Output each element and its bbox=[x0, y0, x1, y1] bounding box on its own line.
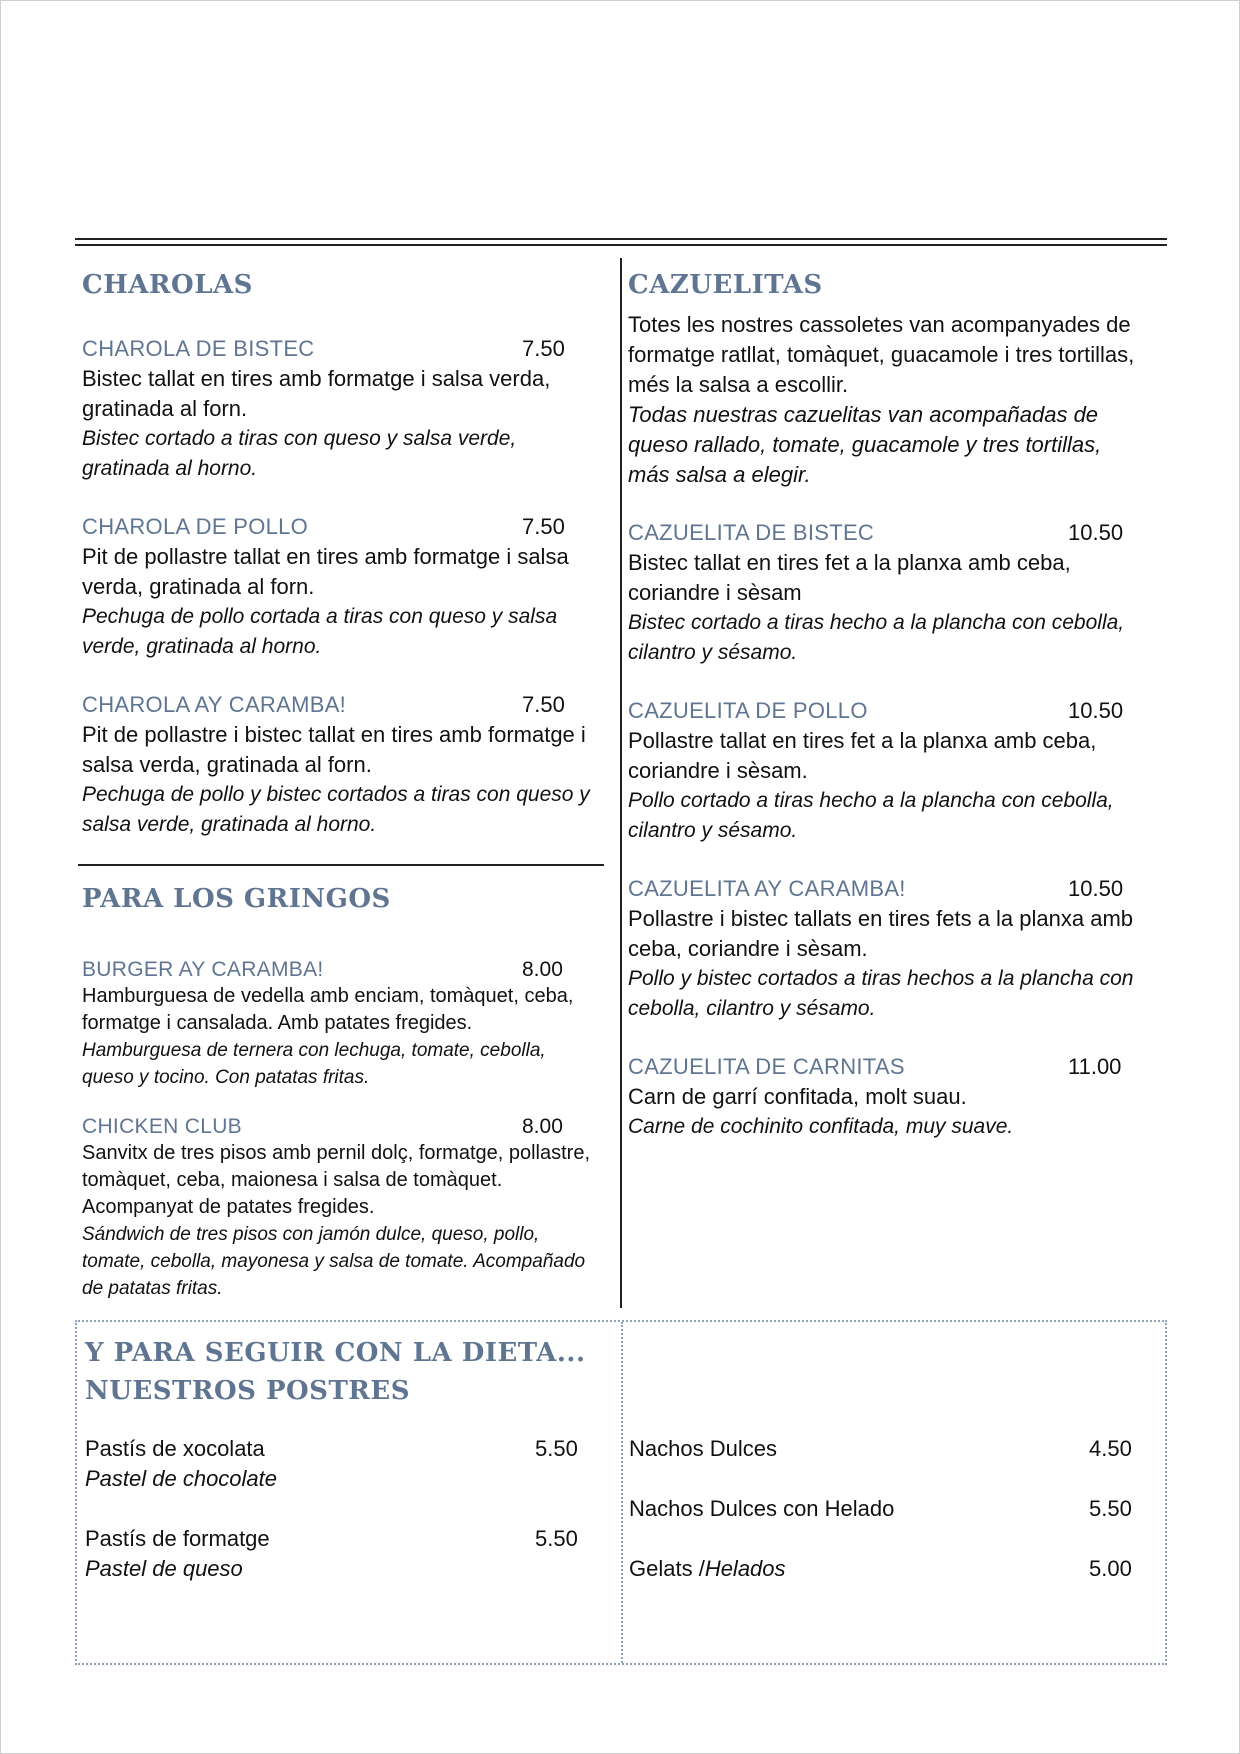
menu-item bbox=[82, 334, 602, 484]
item-description-es: Carne de cochinito confitada, muy suave. bbox=[628, 1115, 1014, 1138]
item-price: 10.50 bbox=[1068, 876, 1124, 901]
item-description-es: Bistec cortado a tiras con queso y salsa verde, gratinada al horno. bbox=[82, 427, 517, 480]
item-name: CAZUELITA DE BISTEC bbox=[628, 520, 875, 545]
item-description-ca: Pit de pollastre tallat en tires amb formatge i salsa verda, gratinada al forn. bbox=[82, 544, 569, 599]
item-description-ca: Bistec tallat en tires amb formatge i salsa verda, gratinada al forn. bbox=[82, 366, 551, 421]
section-title-charolas: CHAROLAS bbox=[82, 270, 253, 300]
dessert-name: Pastís de xocolata bbox=[85, 1436, 265, 1461]
item-description-ca: Hamburguesa de vedella amb enciam, tomàquet, ceba, formatge i cansalada. Amb patates fregides. bbox=[82, 985, 574, 1034]
desserts-title-line1: Y PARA SEGUIR CON LA DIETA... bbox=[85, 1338, 586, 1368]
item-description-es: Pollo cortado a tiras hecho a la plancha con cebolla, cilantro y sésamo. bbox=[628, 789, 1114, 842]
item-price: 8.00 bbox=[522, 1115, 563, 1138]
menu-item bbox=[628, 518, 1148, 668]
item-name: CAZUELITA DE POLLO bbox=[628, 698, 868, 723]
dessert-name-ca: Gelats / bbox=[629, 1556, 705, 1581]
dessert-item bbox=[85, 1524, 595, 1584]
section-divider bbox=[78, 864, 604, 866]
dessert-item bbox=[629, 1554, 1149, 1584]
item-name: BURGER AY CARAMBA! bbox=[82, 958, 324, 981]
item-price: 10.50 bbox=[1068, 698, 1124, 723]
item-description-es: Sándwich de tres pisos con jamón dulce, queso, pollo, tomate, cebolla, mayonesa y salsa de tomate. Acompañado de patatas fritas. bbox=[82, 1224, 586, 1299]
dessert-price: 5.50 bbox=[1089, 1496, 1132, 1521]
desserts-box bbox=[75, 1320, 1167, 1665]
top-rule bbox=[75, 238, 1167, 240]
dessert-price: 5.00 bbox=[1089, 1556, 1132, 1581]
item-name: CHICKEN CLUB bbox=[82, 1115, 242, 1138]
item-price: 10.50 bbox=[1068, 520, 1124, 545]
menu-item bbox=[82, 1113, 602, 1302]
menu-item bbox=[82, 690, 602, 840]
item-description-ca: Pollastre tallat en tires fet a la planxa amb ceba, coriandre i sèsam. bbox=[628, 728, 1097, 783]
item-price: 7.50 bbox=[522, 336, 565, 361]
dessert-name: Pastís de formatge bbox=[85, 1526, 270, 1551]
menu-item bbox=[628, 1052, 1148, 1142]
menu-item bbox=[628, 696, 1148, 846]
item-name: CHAROLA DE BISTEC bbox=[82, 336, 315, 361]
item-description-ca: Sanvitx de tres pisos amb pernil dolç, formatge, pollastre, tomàquet, ceba, maionesa i salsa de tomàquet. Acompanyat de patates fregides. bbox=[82, 1142, 591, 1218]
desserts-title bbox=[85, 1334, 586, 1410]
cazuelitas-section bbox=[628, 270, 1148, 1142]
column-divider bbox=[620, 258, 622, 1308]
item-name: CHAROLA AY CARAMBA! bbox=[82, 692, 347, 717]
item-description-es: Pechuga de pollo cortada a tiras con queso y salsa verde, gratinada al horno. bbox=[82, 605, 558, 658]
dessert-item bbox=[629, 1494, 1149, 1524]
item-price: 7.50 bbox=[522, 514, 565, 539]
dessert-name-es: Pastel de chocolate bbox=[85, 1466, 278, 1491]
gringos-section bbox=[82, 884, 602, 1302]
dessert-name-es: Helados bbox=[704, 1556, 786, 1581]
menu-item bbox=[628, 874, 1148, 1024]
dessert-price: 4.50 bbox=[1089, 1436, 1132, 1461]
dessert-name: Nachos Dulces con Helado bbox=[629, 1496, 895, 1521]
item-description-ca: Pit de pollastre i bistec tallat en tires amb formatge i salsa verda, gratinada al forn. bbox=[82, 722, 586, 777]
desserts-title-line2: NUESTROS POSTRES bbox=[85, 1376, 410, 1406]
item-description-es: Hamburguesa de ternera con lechuga, tomate, cebolla, queso y tocino. Con patatas fritas. bbox=[82, 1040, 546, 1088]
item-description-ca: Bistec tallat en tires fet a la planxa amb ceba, coriandre i sèsam bbox=[628, 550, 1071, 605]
dessert-price: 5.50 bbox=[535, 1436, 578, 1461]
section-title-gringos: PARA LOS GRINGOS bbox=[82, 884, 391, 914]
dessert-name bbox=[629, 1554, 786, 1584]
dessert-price: 5.50 bbox=[535, 1526, 578, 1551]
top-rule-double bbox=[75, 244, 1167, 246]
desserts-divider bbox=[621, 1322, 623, 1663]
menu-item bbox=[82, 956, 602, 1091]
item-description-ca: Carn de garrí confitada, molt suau. bbox=[628, 1084, 967, 1109]
section-title-cazuelitas: CAZUELITAS bbox=[628, 270, 823, 300]
item-price: 11.00 bbox=[1068, 1054, 1122, 1079]
charolas-section bbox=[82, 270, 602, 840]
item-price: 7.50 bbox=[522, 692, 565, 717]
item-price: 8.00 bbox=[522, 958, 563, 981]
dessert-name-es: Pastel de queso bbox=[85, 1556, 243, 1581]
item-description-es: Pollo y bistec cortados a tiras hechos a la plancha con cebolla, cilantro y sésamo. bbox=[628, 967, 1134, 1020]
dessert-name: Nachos Dulces bbox=[629, 1436, 777, 1461]
dessert-item bbox=[85, 1434, 595, 1494]
item-name: CAZUELITA AY CARAMBA! bbox=[628, 876, 906, 901]
item-description-ca: Pollastre i bistec tallats en tires fets a la planxa amb ceba, coriandre i sèsam. bbox=[628, 906, 1134, 961]
intro-es: Todas nuestras cazuelitas van acompañadas de queso rallado, tomate, guacamole y tres tortillas, más salsa a elegir. bbox=[628, 402, 1102, 487]
item-name: CAZUELITA DE CARNITAS bbox=[628, 1054, 905, 1079]
item-description-es: Pechuga de pollo y bistec cortados a tiras con queso y salsa verde, gratinada al horno. bbox=[82, 783, 590, 836]
intro-ca: Totes les nostres cassoletes van acompanyades de formatge ratllat, tomàquet, guacamole i tres tortillas, més la salsa a escollir. bbox=[628, 312, 1135, 397]
item-name: CHAROLA DE POLLO bbox=[82, 514, 309, 539]
item-description-es: Bistec cortado a tiras hecho a la plancha con cebolla, cilantro y sésamo. bbox=[628, 611, 1125, 664]
dessert-item bbox=[629, 1434, 1149, 1464]
menu-item bbox=[82, 512, 602, 662]
